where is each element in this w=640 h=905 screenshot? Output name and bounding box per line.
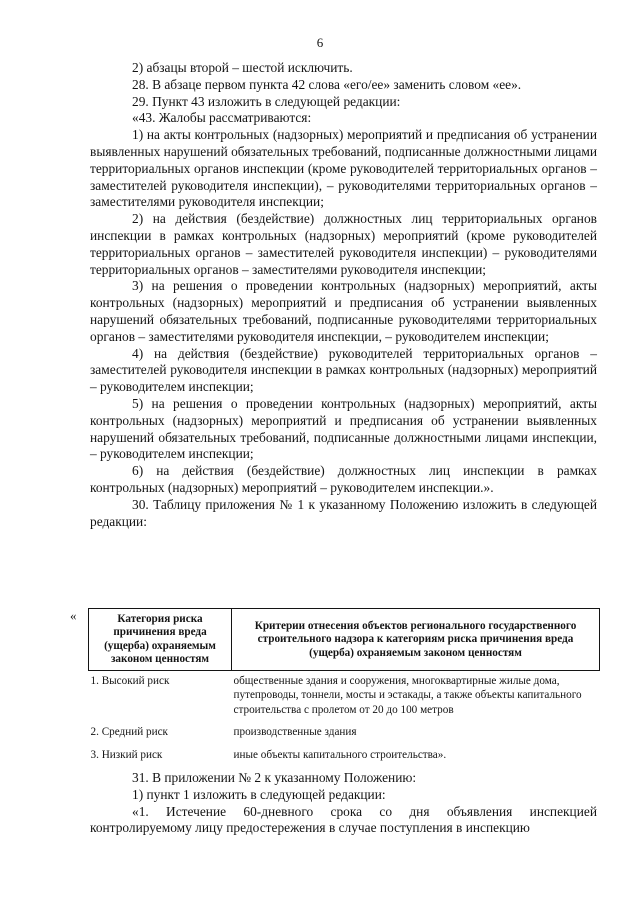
page-number: 6 xyxy=(316,35,324,50)
risk-criteria-cell: производственные здания xyxy=(233,726,357,739)
table-row xyxy=(89,722,600,745)
paragraph: 1) пункт 1 изложить в следующей редакции: xyxy=(132,786,386,802)
risk-category-cell: 1. Высокий риск xyxy=(90,674,170,687)
risk-criteria-cell: иные объекты капитального строительства». xyxy=(233,748,447,761)
paragraph: 2) на действия (бездействие) должностных лиц территориальных органов инспекции в рамках контрольных (надзорных) мероприятий (кроме руководителей территориальных органов – заместителей руководителя инспекции) – руководителями территориальных органов – заместителями руководителя инспекции; xyxy=(90,211,597,277)
paragraph: «1. Истечение 60-дневного срока со дня объявления инспекцией контролируемому лицу предостережения в случае поступления в инспекцию xyxy=(90,803,597,836)
risk-category-cell: 2. Средний риск xyxy=(90,726,168,739)
table-header-row xyxy=(89,609,600,671)
column-header-category: Категория риска причинения вреда (ущерба) охраняемым законом ценностям xyxy=(89,609,232,671)
paragraph: 30. Таблицу приложения № 1 к указанному Положению изложить в следующей редакции: xyxy=(90,496,597,529)
paragraph: «43. Жалобы рассматриваются: xyxy=(132,110,312,126)
paragraph: 6) на действия (бездействие) должностных лиц инспекции в рамках контрольных (надзорных) мероприятий – руководителем инспекции.». xyxy=(90,463,597,495)
paragraph: 31. В приложении № 2 к указанному Положению: xyxy=(132,770,417,785)
paragraph: 4) на действия (бездействие) руководителей территориальных органов – заместителей руководителя инспекции в рамках контрольных (надзорных) мероприятий – руководителем инспекции; xyxy=(90,345,597,395)
paragraph: 1) на акты контрольных (надзорных) мероприятий и предписания об устранении выявленных нарушений обязательных требований, подписанные должностными лицами территориальных органов инспекции (кроме руководителей территориальных органов – заместителей руководителя инспекции), – руководителями территориальных органов – заместителями руководителя инспекции; xyxy=(90,127,597,210)
paragraph: 28. В абзаце первом пункта 42 слова «его/ее» заменить словом «ее». xyxy=(132,76,522,92)
paragraph: 29. Пункт 43 изложить в следующей редакции: xyxy=(132,93,401,109)
document-body-continued xyxy=(90,770,597,837)
risk-criteria-cell: общественные здания и сооружения, многоквартирные жилые дома, путепроводы, тоннели, мосты и эстакады, а также объекты капитального строительства с пролетом от 20 до 100 метров xyxy=(233,674,582,716)
paragraph: 5) на решения о проведении контрольных (надзорных) мероприятий, акты контрольных (надзорных) мероприятий и предписания об устранении выявленных нарушений обязательных требований, подписанные должностными лицами инспекции, – руководителем инспекции; xyxy=(90,395,597,462)
risk-category-cell: 3. Низкий риск xyxy=(90,748,163,761)
document-body xyxy=(90,60,597,530)
column-header-criteria: Критерии отнесения объектов регионального государственного строительного надзора к категориям риска причинения вреда (ущерба) охраняемым законом ценностям xyxy=(232,609,600,671)
risk-category-table xyxy=(88,608,600,767)
paragraph: 2) абзацы второй – шестой исключить. xyxy=(132,60,353,75)
table-open-quote: « xyxy=(70,608,77,623)
paragraph: 3) на решения о проведении контрольных (надзорных) мероприятий, акты контрольных (надзорных) мероприятий и предписания об устранении выявленных нарушений обязательных требований, подписанные руководителями территориальных органов – заместителями руководителя инспекции, – руководителем инспекции; xyxy=(90,278,597,344)
table-row xyxy=(89,745,600,768)
table-row xyxy=(89,670,600,722)
